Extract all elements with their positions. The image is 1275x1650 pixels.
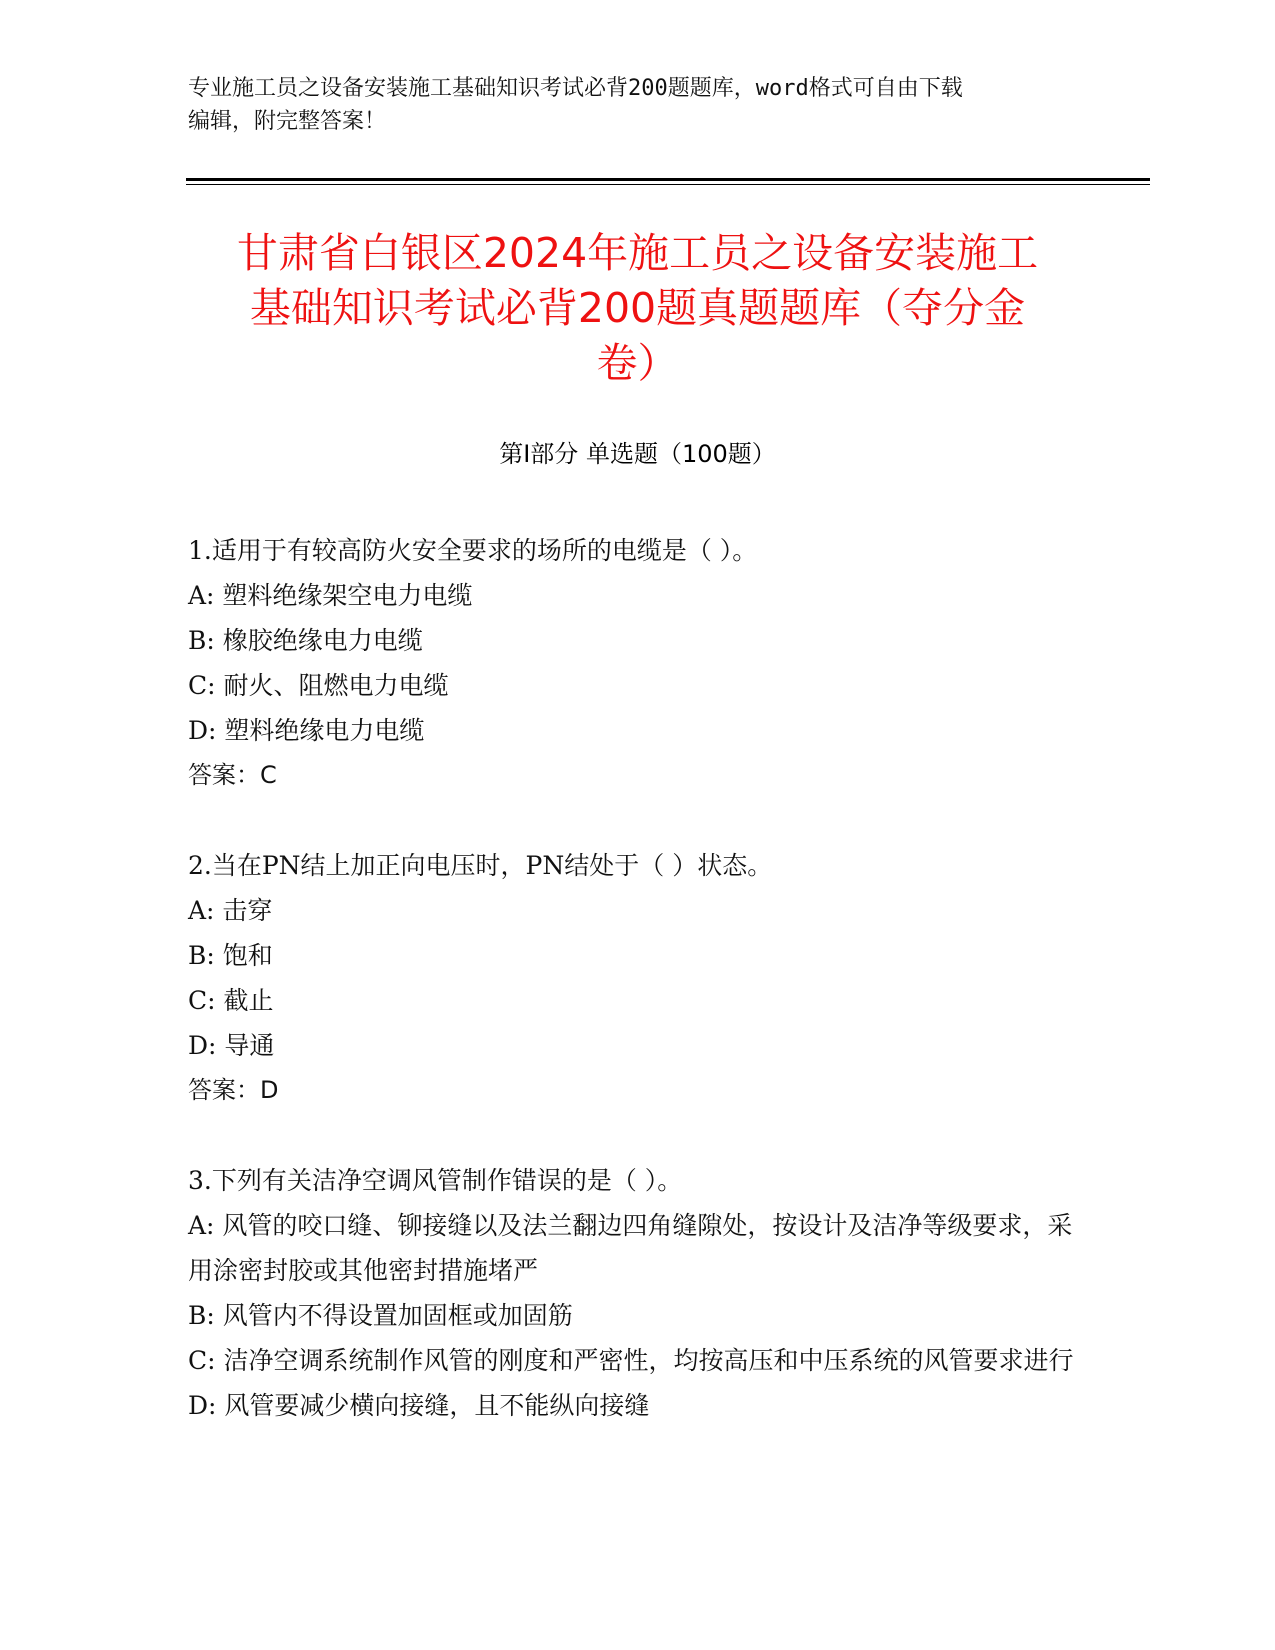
question-list bbox=[188, 528, 1088, 1428]
answer-line: 答案：D bbox=[188, 1076, 279, 1104]
option-a: A: 塑料绝缘架空电力电缆 bbox=[188, 581, 473, 610]
section-heading: 第Ⅰ部分 单选题（100题） bbox=[499, 440, 776, 468]
option-a: A: 风管的咬口缝、铆接缝以及法兰翻边四角缝隙处，按设计及洁净等级要求，采用涂密封胶或其他密封措施堵严 bbox=[188, 1211, 1073, 1285]
header-note-line: 专业施工员之设备安装施工基础知识考试必背200题题库，word格式可自由下载 bbox=[188, 76, 963, 101]
header-divider-thick bbox=[186, 178, 1150, 181]
header-note-line: 编辑，附完整答案！ bbox=[188, 109, 387, 134]
document-title bbox=[170, 226, 1105, 391]
option-b: B: 风管内不得设置加固框或加固筋 bbox=[188, 1301, 573, 1330]
option-d: D: 塑料绝缘电力电缆 bbox=[188, 716, 425, 745]
header-note bbox=[188, 72, 1088, 138]
title-line: 卷） bbox=[596, 339, 679, 387]
title-line: 甘肃省白银区2024年施工员之设备安装施工 bbox=[236, 229, 1039, 277]
question-item bbox=[188, 1158, 1088, 1428]
title-line: 基础知识考试必背200题真题题库（夺分金 bbox=[249, 284, 1026, 332]
question-item bbox=[188, 843, 1088, 1113]
option-a: A: 击穿 bbox=[188, 896, 273, 925]
option-c: C: 洁净空调系统制作风管的刚度和严密性，均按高压和中压系统的风管要求进行 bbox=[188, 1346, 1074, 1375]
question-stem: 2.当在PN结上加正向电压时，PN结处于（ ）状态。 bbox=[188, 851, 773, 880]
question-stem: 3.下列有关洁净空调风管制作错误的是（ ）。 bbox=[188, 1166, 683, 1195]
option-b: B: 橡胶绝缘电力电缆 bbox=[188, 626, 423, 655]
option-d: D: 导通 bbox=[188, 1031, 275, 1060]
option-c: C: 耐火、阻燃电力电缆 bbox=[188, 671, 449, 700]
option-b: B: 饱和 bbox=[188, 941, 273, 970]
question-item bbox=[188, 528, 1088, 798]
answer-line: 答案：C bbox=[188, 761, 277, 789]
option-d: D: 风管要减少横向接缝，且不能纵向接缝 bbox=[188, 1391, 650, 1420]
header-divider-thin bbox=[186, 184, 1150, 185]
option-c: C: 截止 bbox=[188, 986, 274, 1015]
question-stem: 1.适用于有较高防火安全要求的场所的电缆是（ ）。 bbox=[188, 536, 758, 565]
